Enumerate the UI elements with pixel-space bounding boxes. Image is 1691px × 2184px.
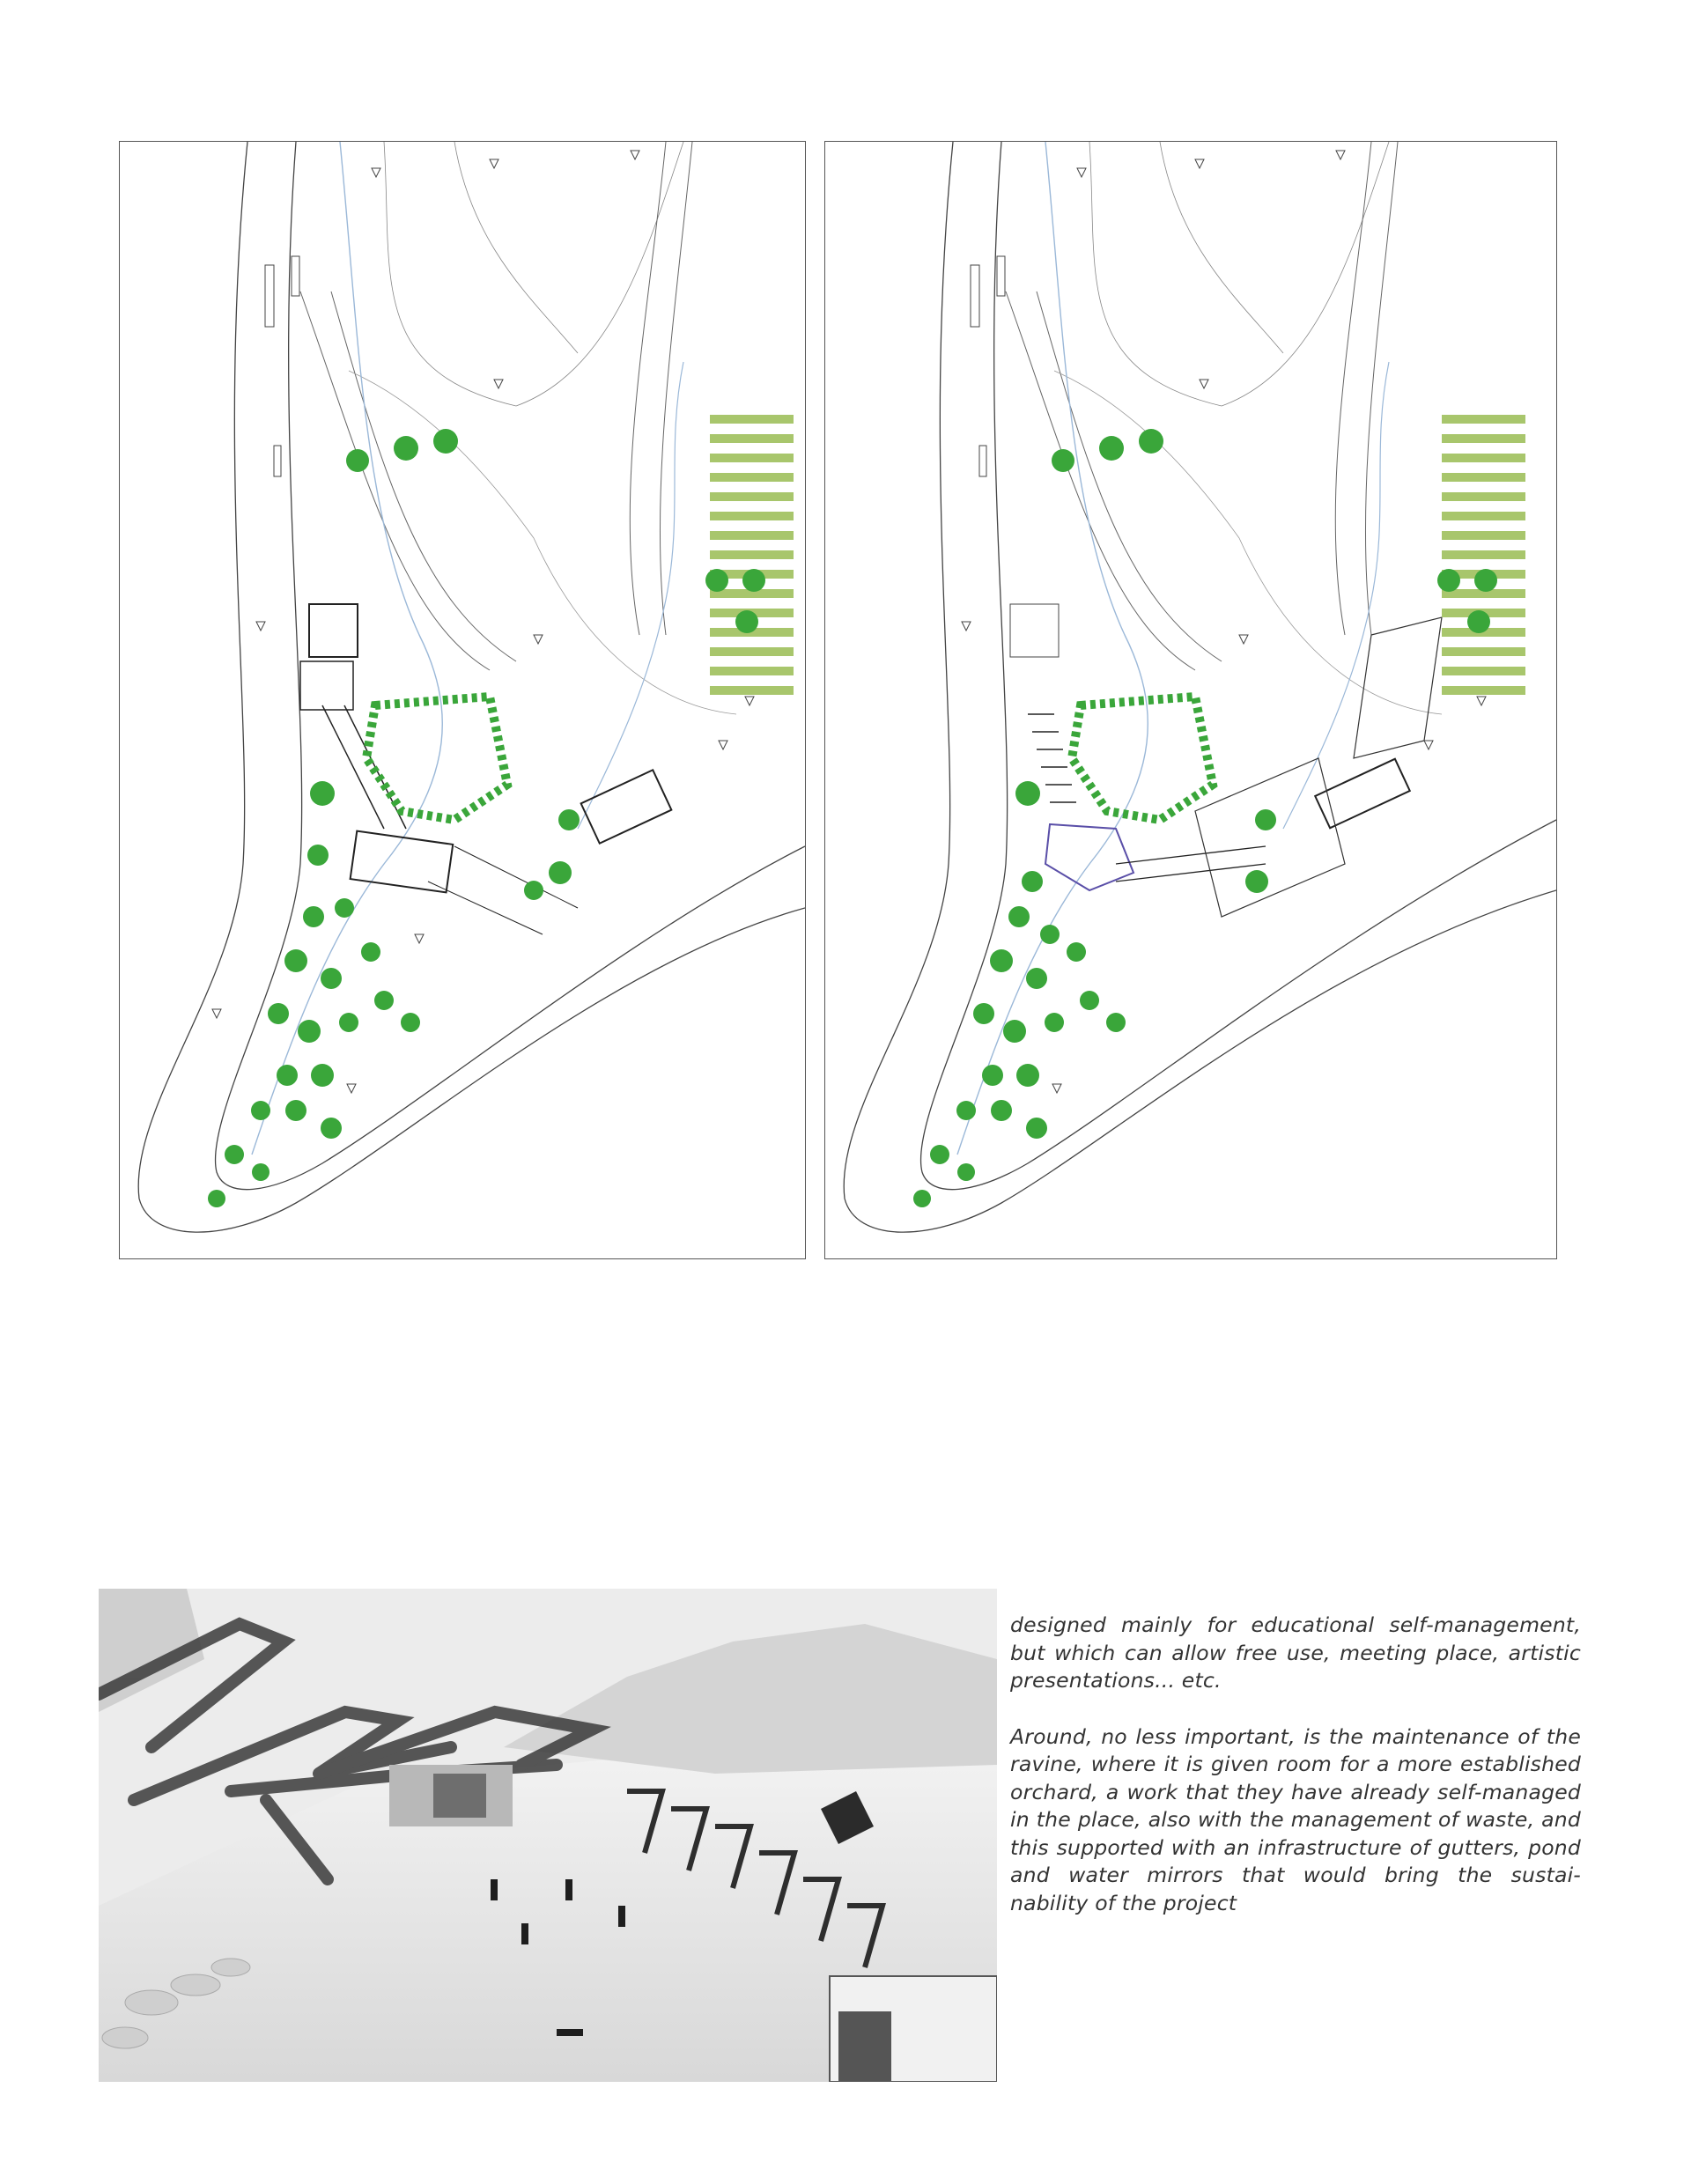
model-photo-illustration <box>99 1589 997 2082</box>
site-plan-right-drawing <box>825 142 1556 1258</box>
paragraph-1: designed mainly for educational self-management, but which can allow free use, meeting place, artistic presentations... etc. <box>1010 1612 1581 1693</box>
model-photo <box>99 1589 997 2082</box>
text-column <box>1010 1612 1581 1945</box>
site-plan-right <box>824 141 1557 1259</box>
paragraph-2: Around, no less important, is the maintenance of the ravine, where it is given room for a more established orchard, a work that they have already self-managed in the place, also with the management of waste, and this supported with an infrastructure of gutters, pond and water mirrors that would bring the sustai- nability of the project <box>1010 1723 1581 1915</box>
site-plan-left <box>119 141 806 1259</box>
site-plan-left-drawing <box>120 142 805 1258</box>
